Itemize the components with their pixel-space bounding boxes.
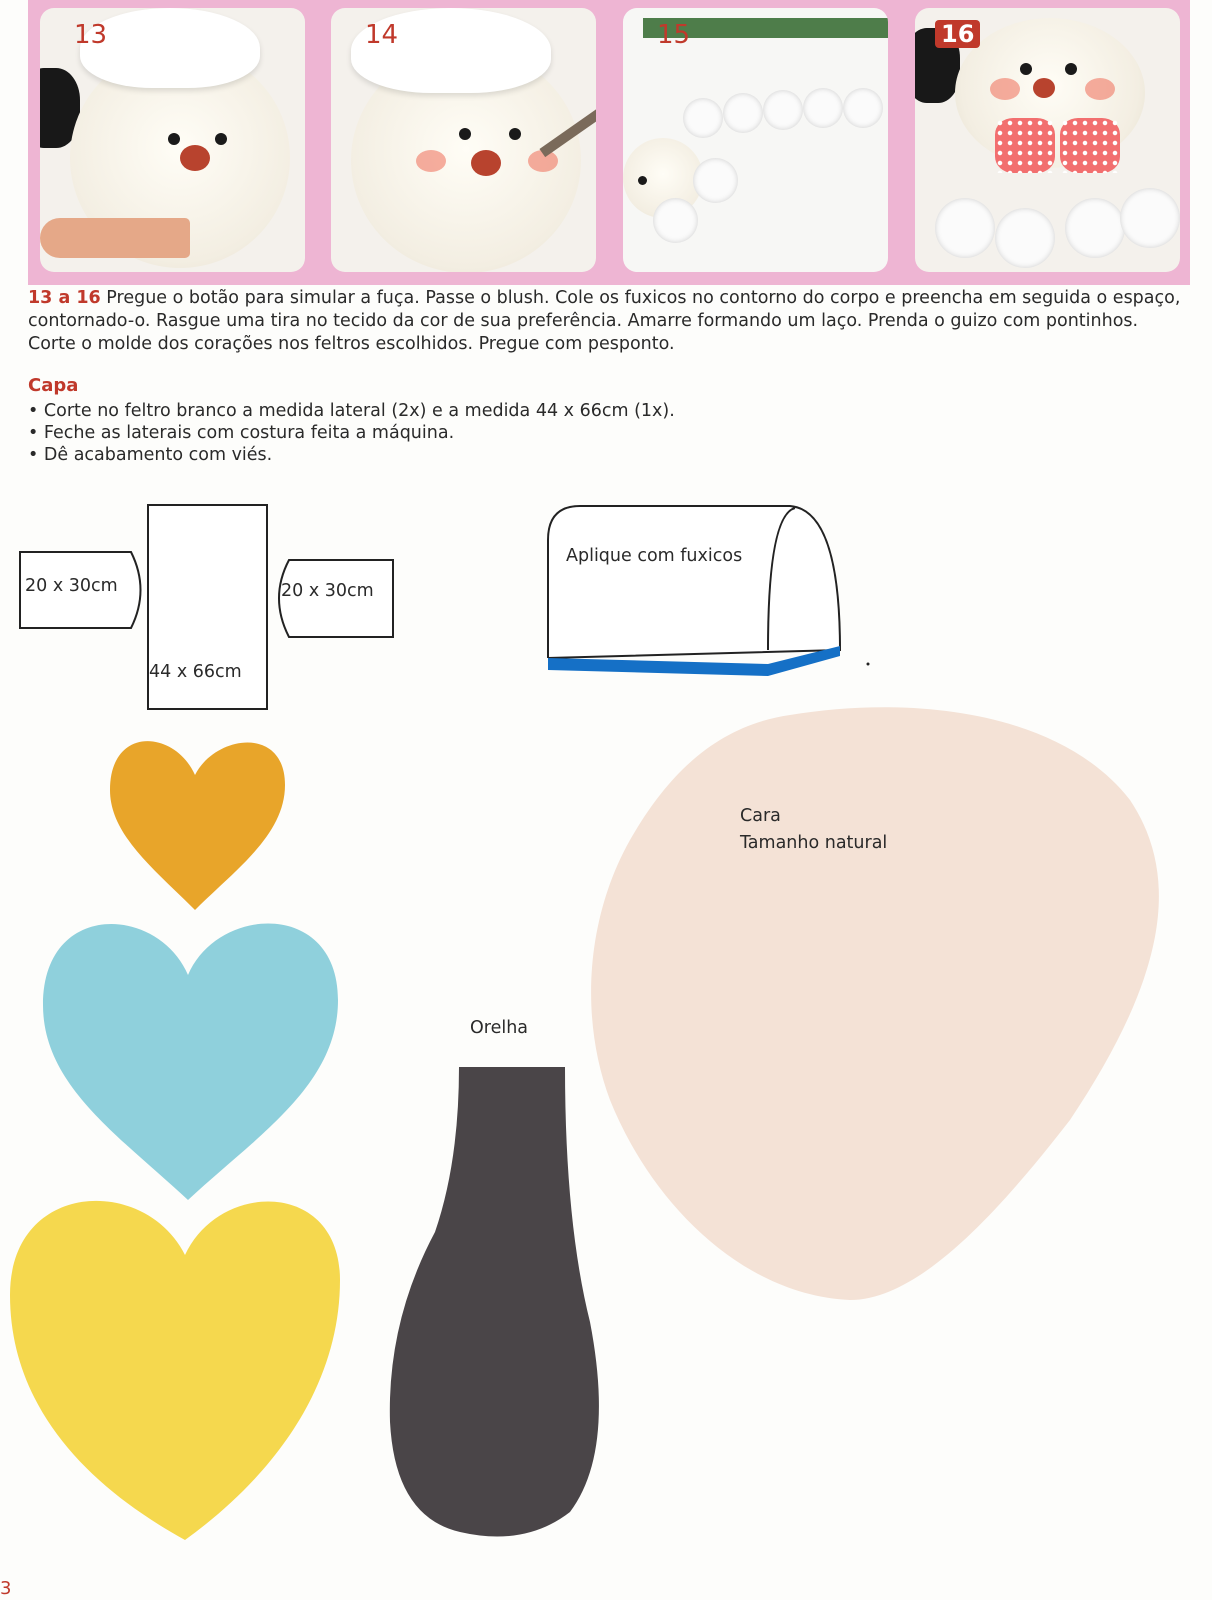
yoyo [653, 198, 698, 243]
eye-left [1020, 63, 1032, 75]
eye [638, 176, 647, 185]
eye-left [459, 128, 471, 140]
cover-shape-diagram [540, 500, 880, 690]
bullet-item: • Feche as laterais com costura feita a máquina. [28, 422, 675, 444]
capa-bullets [28, 400, 675, 466]
blush-left [416, 150, 446, 172]
yoyo [1065, 198, 1125, 258]
step-number: 14 [365, 20, 399, 50]
yoyo [763, 90, 803, 130]
step-photo-16 [915, 8, 1180, 272]
yoyo [843, 88, 883, 128]
photo-strip [28, 0, 1190, 285]
face-label: Cara [740, 806, 781, 826]
instructions-text: Pregue o botão para simular a fuça. Passe o blush. Cole os fuxicos no contorno do corpo e preencha em seguida o espaço, contornado-o. Rasgue uma tira no tecido da cor de sua preferência. Amarre formando um laço. Prenda o guizo com pontinhos. Corte o molde dos corações nos feltros escolhidos. Pregue com pesponto. [28, 288, 1181, 354]
capa-title: Capa [28, 375, 79, 396]
bullet-item: • Dê acabamento com viés. [28, 444, 675, 466]
heart-orange [105, 730, 305, 920]
face-template [590, 700, 1170, 1300]
instructions [28, 287, 1188, 356]
step-photo-13 [40, 8, 305, 272]
finger [40, 218, 190, 258]
ear-template [385, 1062, 615, 1542]
center-panel-label: 44 x 66cm [149, 662, 242, 682]
step-number: 15 [657, 20, 691, 50]
bow-left [995, 118, 1055, 173]
eye-right [509, 128, 521, 140]
heart-yellow [5, 1185, 345, 1545]
step-photo-15 [623, 8, 888, 272]
eye-left [168, 133, 180, 145]
blush-right [1085, 78, 1115, 100]
yoyo [1120, 188, 1180, 248]
yoyo [995, 208, 1055, 268]
ear-label: Orelha [470, 1018, 529, 1038]
yoyo [693, 158, 738, 203]
left-panel-label: 20 x 30cm [25, 576, 118, 596]
blush-left [990, 78, 1020, 100]
cover-label: Aplique com fuxicos [566, 546, 743, 566]
yoyo [803, 88, 843, 128]
cover-outline [548, 506, 840, 658]
step-number: 16 [935, 20, 980, 48]
step-label: 13 a 16 [28, 288, 101, 308]
nose-button [180, 145, 210, 171]
step-number: 13 [74, 20, 108, 50]
eye-right [215, 133, 227, 145]
page-number: 3 [0, 1578, 12, 1599]
bullet-item: • Corte no feltro branco a medida lateral (2x) e a medida 44 x 66cm (1x). [28, 400, 675, 422]
yoyo [723, 93, 763, 133]
nose-button [1033, 78, 1055, 98]
yoyo [683, 98, 723, 138]
face-sublabel: Tamanho natural [740, 833, 888, 853]
bow-right [1060, 118, 1120, 173]
step-photo-14 [331, 8, 596, 272]
nose-button [471, 150, 501, 176]
dot [867, 663, 870, 666]
eye-right [1065, 63, 1077, 75]
heart-blue [38, 905, 348, 1205]
right-panel-label: 20 x 30cm [281, 581, 374, 601]
yoyo [935, 198, 995, 258]
flat-pattern-diagram [15, 500, 415, 720]
